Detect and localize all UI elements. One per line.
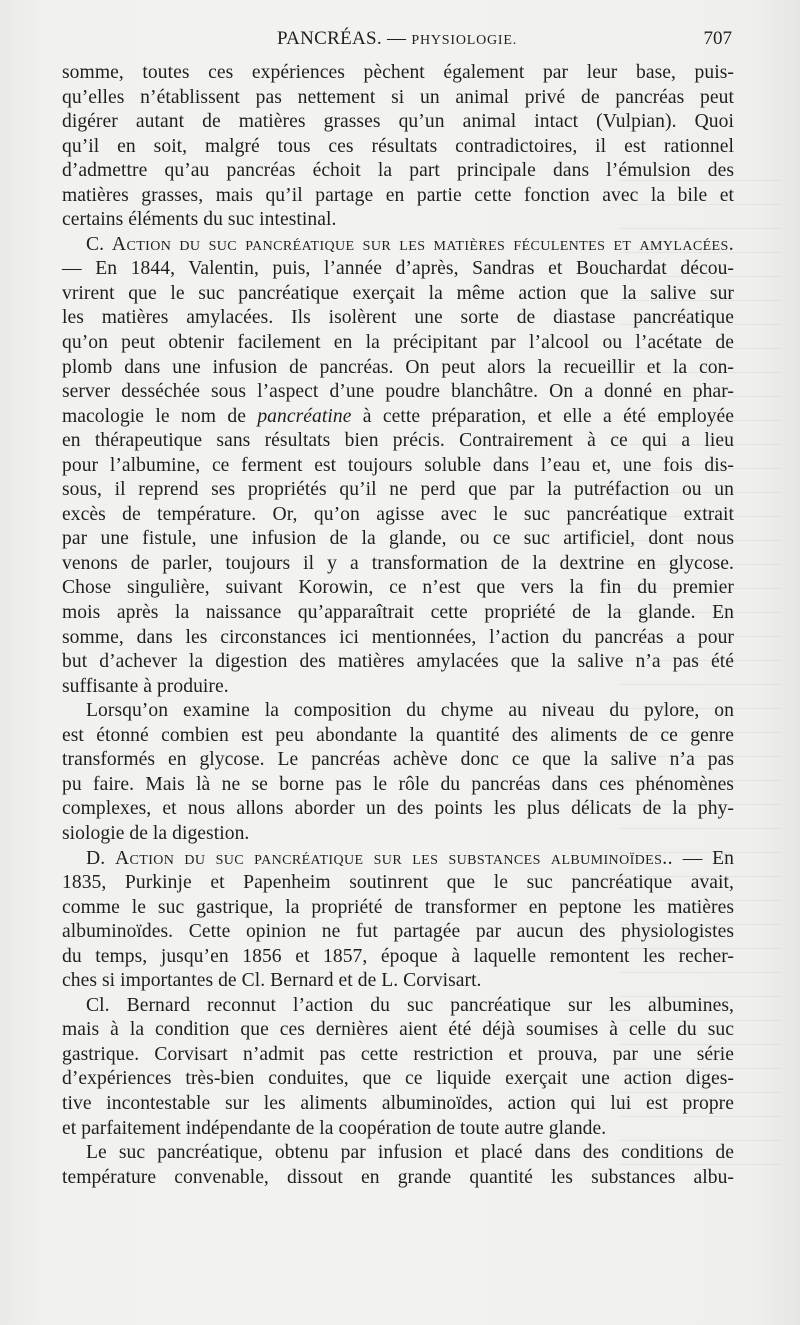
text-line: Cl. Bernard reconnut l’action du suc pancréatique sur les albumines, (86, 994, 734, 1016)
italic-term: pancréatine (257, 405, 352, 427)
text-line: Le suc pancréatique, obtenu par infusion et placé dans des conditions de (86, 1142, 734, 1164)
text-line: — En 1844, Valentin, puis, l’année d’après, Sandras et Bouchardat décou- (62, 258, 734, 280)
text-line: suffisante à produire. (62, 675, 229, 697)
text-line: plomb dans une infusion de pancréas. On peut alors la recueillir et la con- (62, 356, 734, 378)
section-heading-d (62, 847, 734, 872)
text-line: et parfaitement indépendante de la coopération de toute autre glande. (62, 1117, 607, 1139)
header-section: PHYSIOLOGIE. (411, 33, 518, 48)
heading-c-title: Action du suc pancréatique sur les matières féculentes et amylacées. (111, 233, 734, 255)
text-line: pu faire. Mais là ne se borne pas le rôle du pancréas dans ces phénomènes (62, 773, 734, 795)
text-line: venons de parler, toujours il y a transformation de la dextrine en glycose. (62, 552, 734, 574)
text-line-pancreatine (62, 405, 734, 430)
heading-d-letter: D. (86, 847, 115, 869)
body-text (62, 61, 734, 1190)
text-line: pour l’albumine, ce ferment est toujours soluble dans l’eau et, une fois dis- (62, 454, 734, 476)
heading-d-rest: — En (672, 847, 734, 869)
text-line: d’admettre qu’au pancréas échoit la part principale dans l’émulsion des (62, 160, 734, 182)
text-line: siologie de la digestion. (62, 822, 250, 844)
text-line: albuminoïdes. Cette opinion ne fut partagée par aucun des physiologistes (62, 921, 734, 943)
running-header (62, 28, 732, 54)
text-line: les matières amylacées. Ils isolèrent une sorte de diastase pancréatique (62, 307, 734, 329)
text-line: qu’il en soit, malgré tous ces résultats contradictoires, il est rationnel (62, 135, 734, 157)
text-line: Chose singulière, suivant Korowin, ce n’est que vers la fin du premier (62, 577, 734, 599)
text-line: transformés en glycose. Le pancréas achève donc ce que la salive n’a pas (62, 749, 734, 771)
text-line: température convenable, dissout en grande quantité les substances albu- (62, 1166, 734, 1188)
text-line: complexes, et nous allons aborder un des points les plus délicats de la phy- (62, 798, 734, 820)
text-line: certains éléments du suc intestinal. (62, 209, 337, 231)
text-line: vrirent que le suc pancréatique exerçait la même action que la salive sur (62, 282, 734, 304)
text-line: du temps, jusqu’en 1856 et 1857, époque à laquelle remontent les recher- (62, 945, 734, 967)
text-line: en thérapeutique sans résultats bien précis. Contrairement à ce qui a lieu (62, 430, 734, 452)
heading-d-title: Action du suc pancréatique sur les substances albuminoïdes.. (114, 847, 673, 869)
text-line: gastrique. Corvisart n’admit pas cette restriction et prouva, par une série (62, 1043, 734, 1065)
text-line: server desséchée sous l’aspect d’une poudre blanchâtre. On a donné en phar- (62, 381, 734, 403)
text-line: sous, il reprend ses propriétés qu’il ne perd que par la putréfaction ou un (62, 479, 734, 501)
heading-c-letter: C. (86, 233, 112, 255)
line-part: macologie le nom de (62, 405, 258, 427)
text-line: 1835, Purkinje et Papenheim soutinrent que le suc pancréatique avait, (62, 872, 734, 894)
text-line: qu’on peut obtenir facilement en la précipitant par l’alcool ou l’acétate de (62, 332, 734, 354)
text-line: comme le suc gastrique, la propriété de transformer en peptone les matières (62, 896, 734, 918)
text-line: Lorsqu’on examine la composition du chyme au niveau du pylore, on (86, 700, 734, 722)
text-line: digérer autant de matières grasses qu’un animal intact (Vulpian). Quoi (62, 111, 734, 133)
text-line: mais à la condition que ces dernières aient été déjà soumises à celle du suc (62, 1019, 734, 1041)
text-line: est étonné combien est peu abondante la quantité des aliments de ce genre (62, 724, 734, 746)
text-line: mois après la naissance qu’apparaîtrait cette propriété de la glande. En (62, 602, 734, 624)
text-line: matières grasses, mais qu’il partage en partie cette fonction avec la bile et (62, 184, 734, 206)
line-part: à cette préparation, et elle a été employée (351, 405, 735, 427)
header-separator: — (381, 28, 412, 49)
text-line: par une fistule, une infusion de la glande, ou ce suc artificiel, dont nous (62, 528, 734, 550)
text-line: somme, toutes ces expériences pèchent également par leur base, puis- (62, 62, 734, 83)
text-line: somme, dans les circonstances ici mentionnées, l’action du pancréas a pour (62, 626, 734, 648)
running-title (62, 28, 732, 50)
page-number: 707 (703, 28, 732, 49)
text-line: d’expériences très-bien conduites, que ce liquide exerçait une action diges- (62, 1068, 734, 1090)
text-line: qu’elles n’établissent pas nettement si un animal privé de pancréas peut (62, 86, 734, 108)
section-heading-c (62, 233, 734, 258)
text-line: tive incontestable sur les aliments albuminoïdes, action qui lui est propre (62, 1092, 734, 1114)
text-line: but d’achever la digestion des matières amylacées que la salive n’a pas été (62, 651, 734, 673)
text-line: excès de température. Or, qu’on agisse avec le suc pancréatique extrait (62, 503, 734, 525)
text-line: ches si importantes de Cl. Bernard et de L. Corvisart. (62, 970, 482, 992)
header-title: PANCRÉAS. (276, 28, 382, 49)
